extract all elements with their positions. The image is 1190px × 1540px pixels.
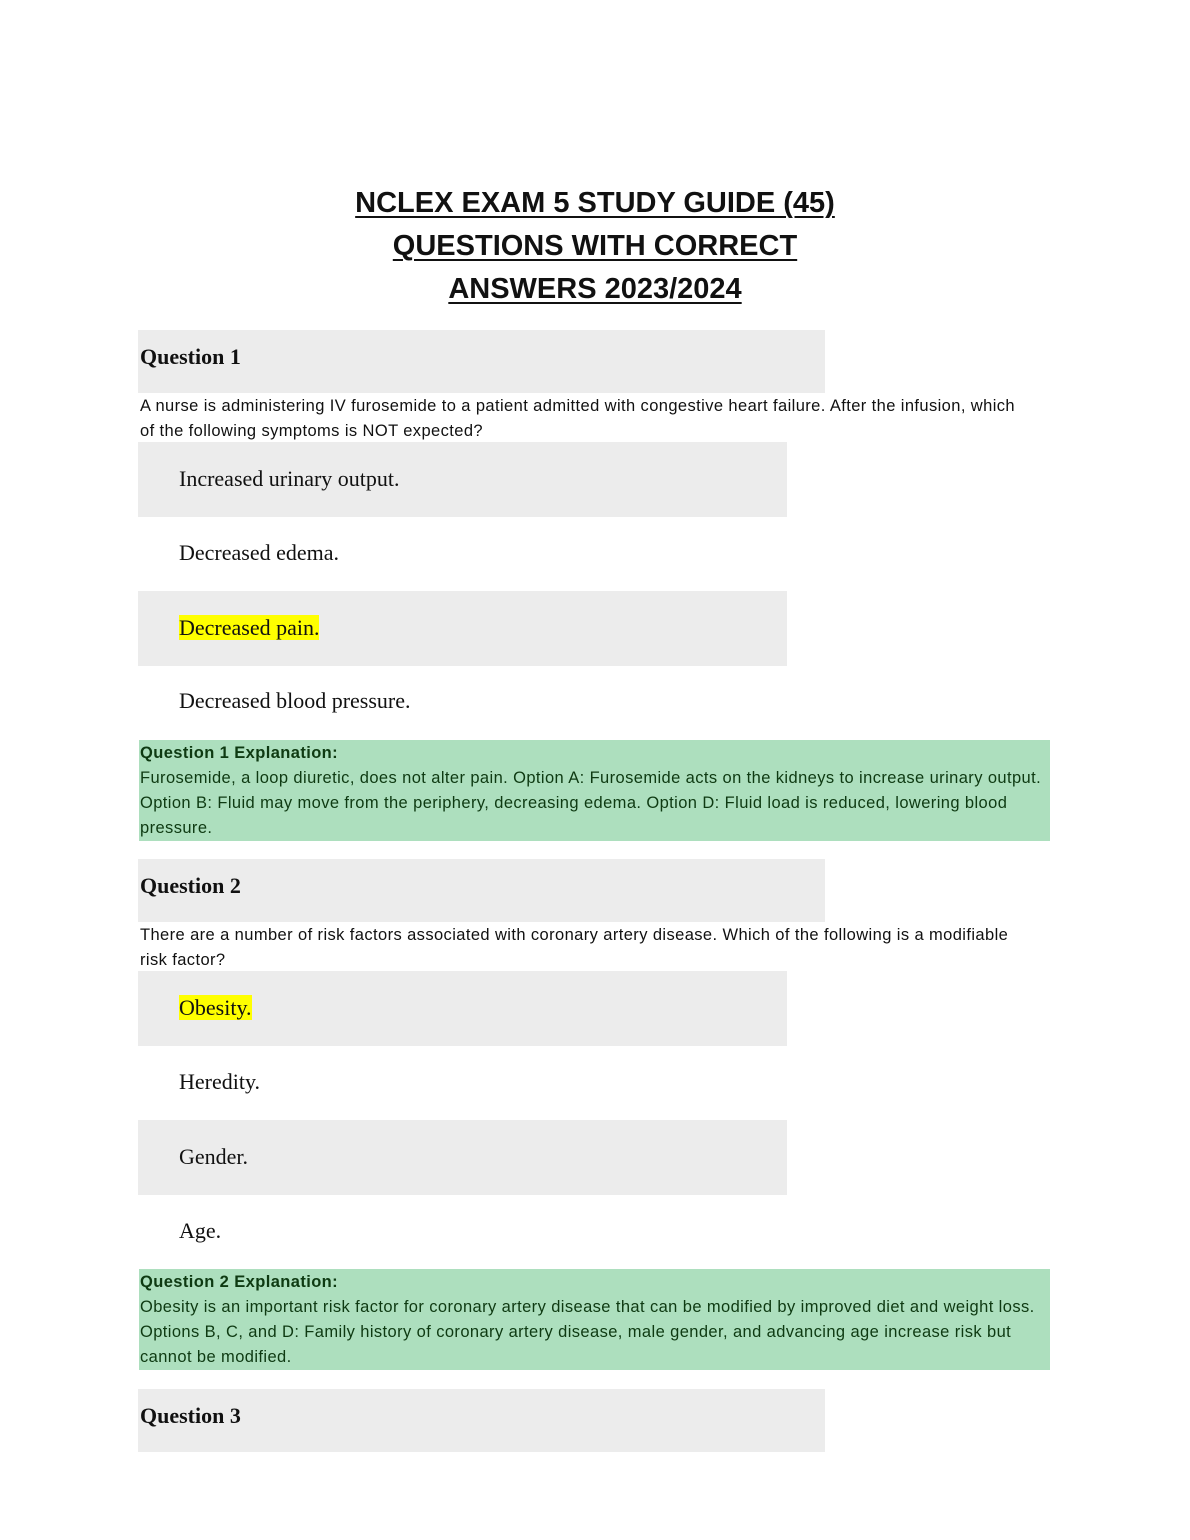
option-label: Decreased blood pressure. bbox=[179, 688, 411, 713]
option-label: Gender. bbox=[179, 1144, 249, 1169]
title-line-3: ANSWERS 2023/2024 bbox=[448, 273, 742, 305]
question-3-header: Question 3 bbox=[138, 1389, 825, 1452]
question-2-text: There are a number of risk factors associated with coronary artery disease. Which of the following is a modifiable risk factor? bbox=[140, 926, 1009, 969]
explanation-title: Question 2 Explanation: bbox=[140, 1273, 339, 1291]
title-line-1: NCLEX EXAM 5 STUDY GUIDE (45) bbox=[355, 187, 835, 219]
question-2-option-a bbox=[138, 971, 787, 1046]
correct-answer-highlight: Obesity. bbox=[179, 995, 252, 1020]
question-2-option-c bbox=[138, 1120, 787, 1195]
title-line-2: QUESTIONS WITH CORRECT bbox=[392, 230, 798, 262]
question-1-explanation bbox=[139, 740, 1050, 841]
option-label: Increased urinary output. bbox=[179, 466, 400, 491]
question-2-option-b bbox=[138, 1045, 787, 1120]
question-1-option-d bbox=[138, 664, 787, 739]
question-1-option-b bbox=[138, 516, 787, 591]
question-1-option-a bbox=[138, 442, 787, 517]
explanation-title: Question 1 Explanation: bbox=[140, 744, 339, 762]
question-1-header: Question 1 bbox=[138, 330, 825, 393]
question-1-option-c bbox=[138, 591, 787, 666]
option-label: Age. bbox=[179, 1218, 222, 1243]
correct-answer-highlight: Decreased pain. bbox=[179, 615, 320, 640]
question-2-header: Question 2 bbox=[138, 859, 825, 922]
question-2-option-d bbox=[138, 1194, 787, 1269]
explanation-text: Furosemide, a loop diuretic, does not alter pain. Option A: Furosemide acts on the kidneys to increase urinary output. Option B: Fluid may move from the periphery, decreasing edema. Option D: Fluid load is reduced, lowering blood pressure. bbox=[140, 769, 1042, 837]
option-label: Heredity. bbox=[179, 1069, 261, 1094]
question-1-text: A nurse is administering IV furosemide to a patient admitted with congestive heart failure. After the infusion, which of the following symptoms is NOT expected? bbox=[140, 397, 1015, 440]
explanation-text: Obesity is an important risk factor for coronary artery disease that can be modified by improved diet and weight loss. Options B, C, and D: Family history of coronary artery disease, male gender, and advancing age increase risk but cannot be modified. bbox=[140, 1298, 1035, 1366]
document-title bbox=[0, 182, 1190, 311]
question-2-explanation bbox=[139, 1269, 1050, 1370]
option-label: Decreased edema. bbox=[179, 540, 340, 565]
